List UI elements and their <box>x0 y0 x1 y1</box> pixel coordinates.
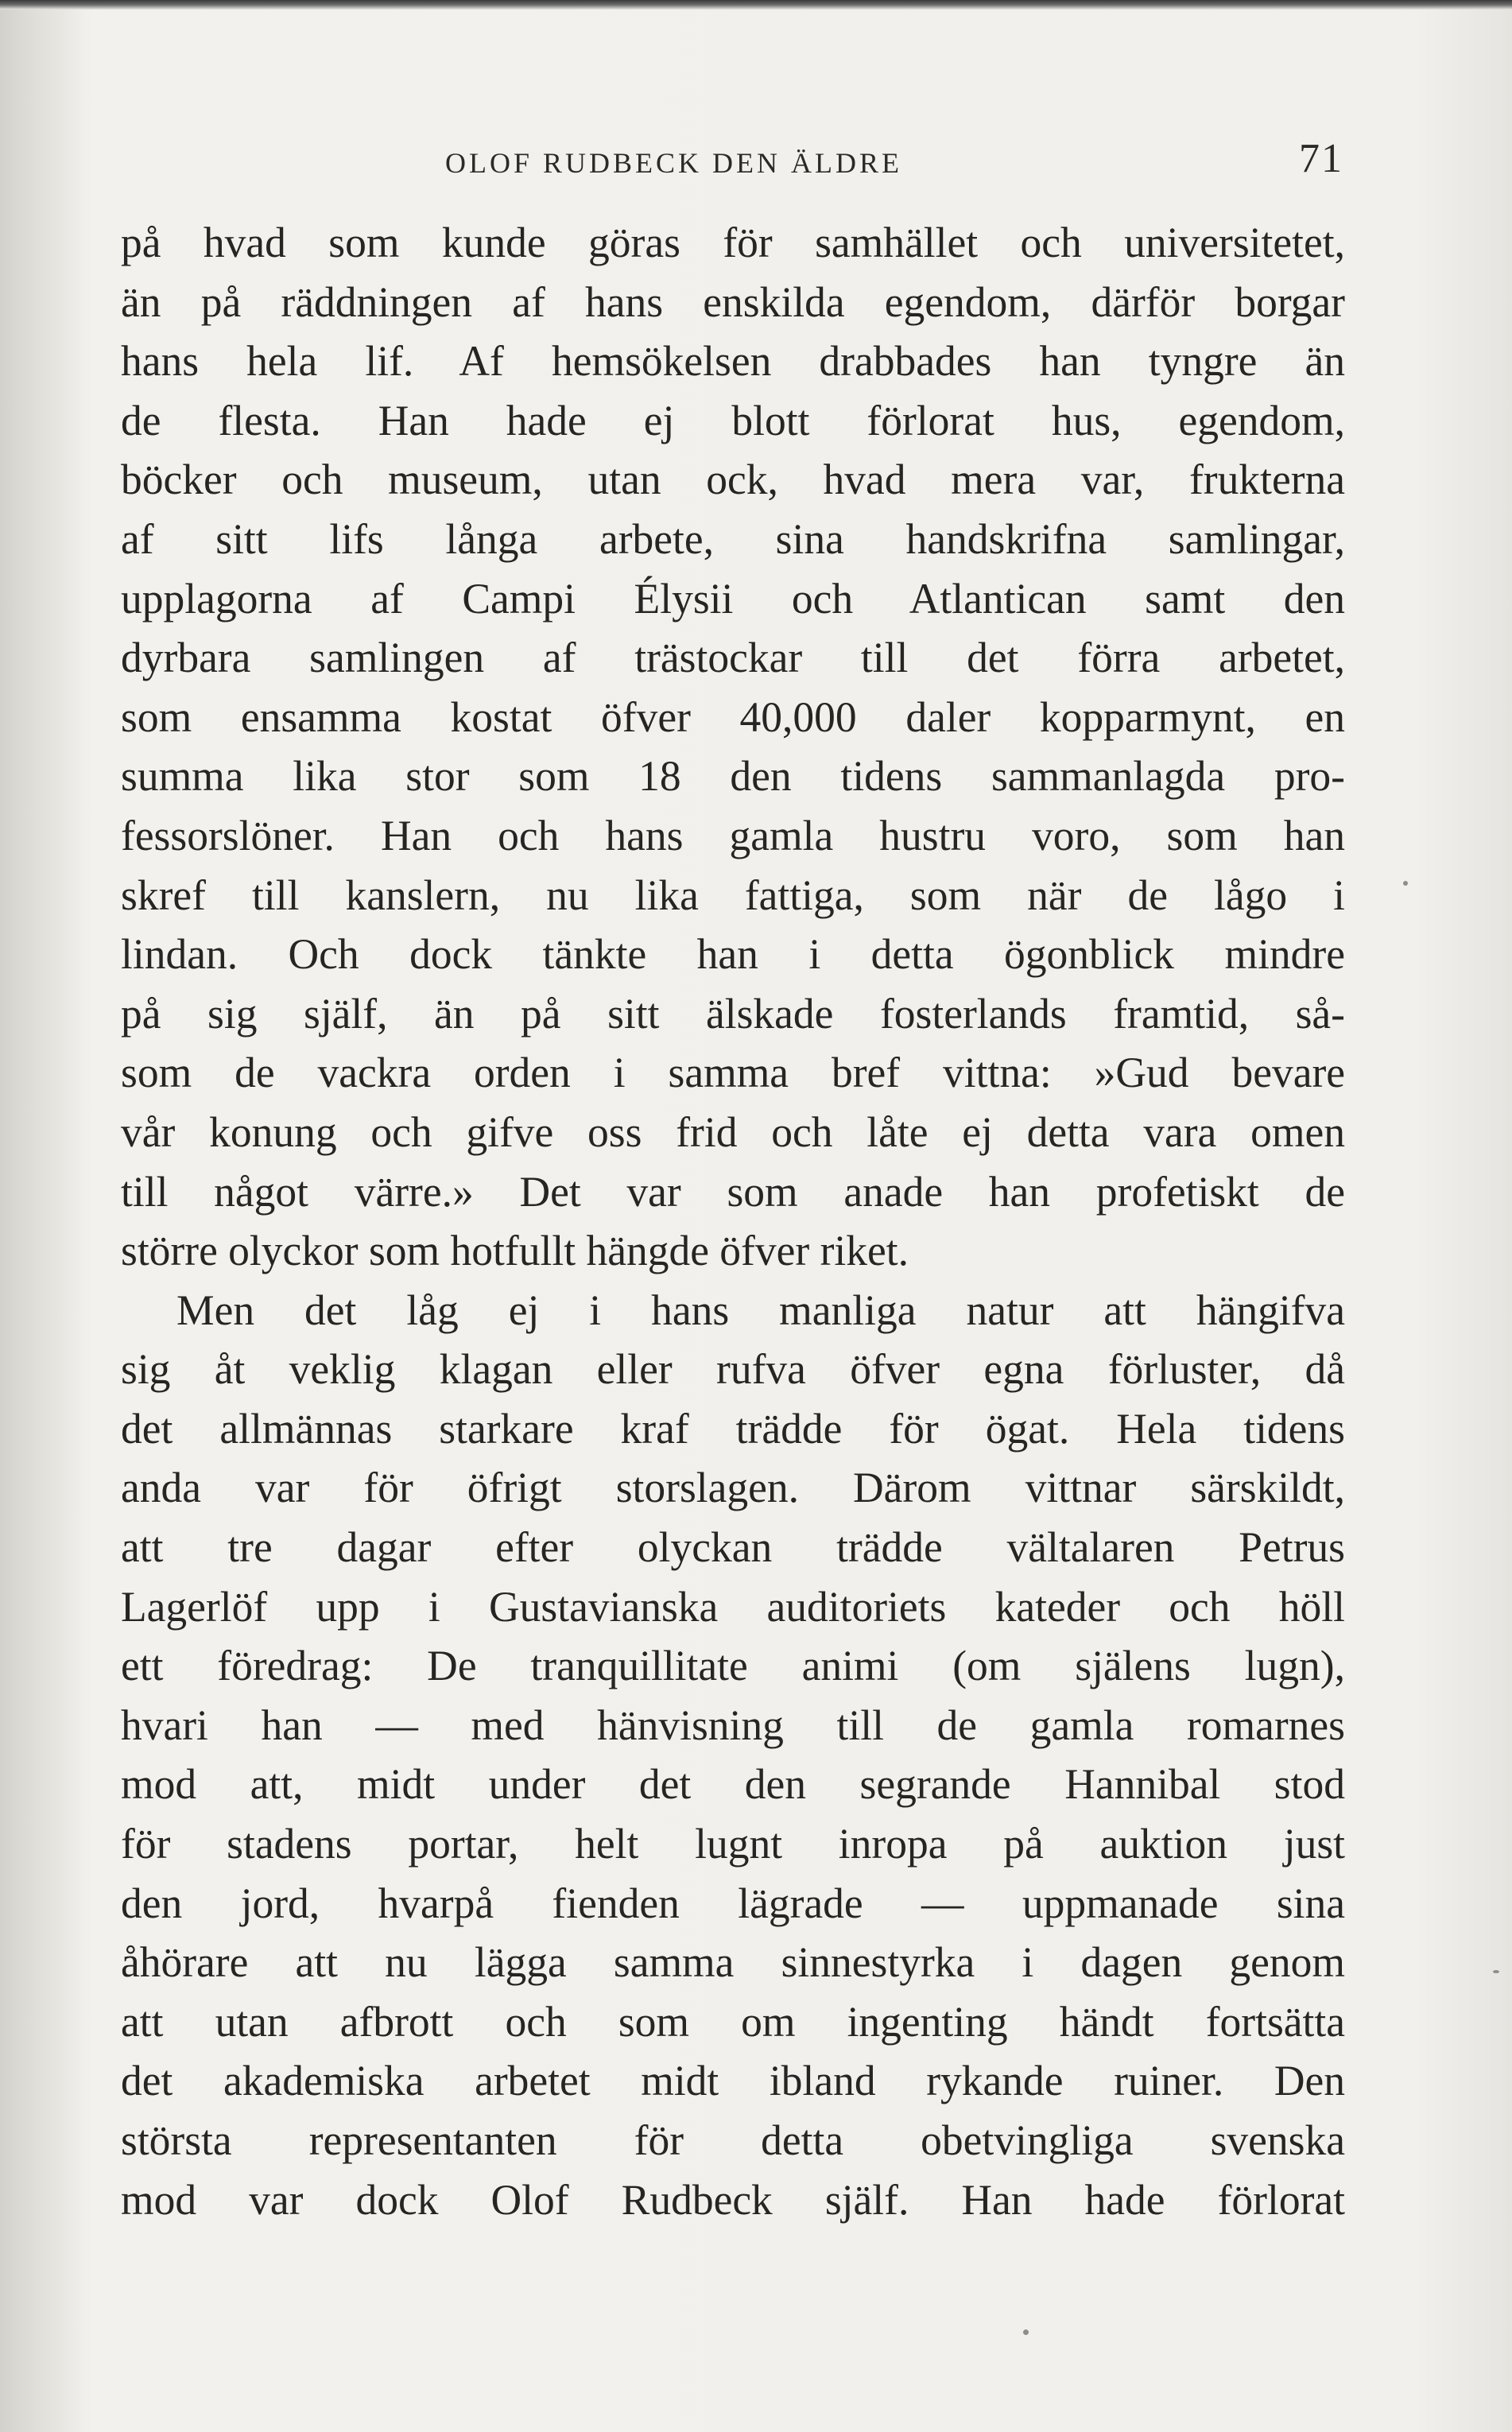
page-gutter-shadow <box>0 0 87 2432</box>
text-line: dyrbara samlingen af trästockar till det förra arbetet, <box>121 634 1345 682</box>
text-line: lindan. Och dock tänkte han i detta ögonblick mindre <box>121 930 1345 979</box>
text-line: af sitt lifs långa arbete, sina handskrifna samlingar, <box>121 514 1345 563</box>
page-header <box>119 135 1343 191</box>
running-title: OLOF RUDBECK DEN ÄLDRE <box>445 147 903 179</box>
paragraph-start-line: Men det låg ej i hans manliga natur att hängifva <box>176 1286 1345 1334</box>
text-line: det akademiska arbetet midt ibland rykande ruiner. Den <box>121 2057 1345 2105</box>
text-line: anda var för öfrigt storslagen. Därom vittnar särskildt, <box>121 1464 1345 1512</box>
text-line: ett föredrag: De tranquillitate animi (om själens lugn), <box>121 1642 1345 1690</box>
text-line: sig åt veklig klagan eller rufva öfver egna förluster, då <box>121 1345 1345 1394</box>
body-text <box>121 213 1345 2229</box>
text-line: på sig själf, än på sitt älskade fosterlands framtid, så- <box>121 989 1345 1038</box>
text-line: summa lika stor som 18 den tidens sammanlagda pro- <box>121 752 1345 801</box>
text-line: mod att, midt under det den segrande Hannibal stod <box>121 1760 1345 1809</box>
text-line: åhörare att nu lägga samma sinnestyrka i dagen genom <box>121 1938 1345 1987</box>
page-number: 71 <box>1299 136 1343 181</box>
text-line: Lagerlöf upp i Gustavianska auditoriets kateder och höll <box>121 1582 1345 1631</box>
text-line: på hvad som kunde göras för samhället och universitetet, <box>121 219 1345 266</box>
text-line: skref till kanslern, nu lika fattiga, som när de lågo i <box>121 871 1345 919</box>
text-line: att tre dagar efter olyckan trädde vältalaren Petrus <box>121 1523 1345 1572</box>
text-line: böcker och museum, utan ock, hvad mera var, frukterna <box>121 456 1345 504</box>
text-line: hvari han — med hänvisning till de gamla romarnes <box>121 1701 1345 1749</box>
text-line: största representanten för detta obetvingliga svenska <box>121 2116 1345 2164</box>
paragraph-end-line: större olyckor som hotfullt hängde öfver riket. <box>121 1227 909 1275</box>
text-line: än på räddningen af hans enskilda egendom, därför borgar <box>121 277 1345 326</box>
text-line: vår konung och gifve oss frid och låte ej detta vara omen <box>121 1107 1345 1156</box>
text-line: upplagorna af Campi Élysii och Atlantican samt den <box>121 574 1345 623</box>
text-line: fessorslöner. Han och hans gamla hustru voro, som han <box>121 811 1345 859</box>
text-line: hans hela lif. Af hemsökelsen drabbades han tyngre än <box>121 337 1345 386</box>
text-line: för stadens portar, helt lugnt inropa på auktion just <box>121 1820 1345 1868</box>
text-line: det allmännas starkare kraf trädde för ögat. Hela tidens <box>121 1404 1345 1453</box>
paper-speck <box>1493 1970 1499 1973</box>
text-line: mod var dock Olof Rudbeck själf. Han hade förlorat <box>121 2175 1345 2224</box>
paper-speck <box>1403 881 1408 886</box>
text-line: de flesta. Han hade ej blott förlorat hus, egendom, <box>121 396 1345 444</box>
text-line: som de vackra orden i samma bref vittna: »Gud bevare <box>121 1049 1345 1097</box>
text-line: att utan afbrott och som om ingenting händt fortsätta <box>121 1997 1345 2046</box>
page-top-edge <box>0 0 1512 10</box>
text-line: till något värre.» Det var som anade han profetiskt de <box>121 1167 1345 1216</box>
paper-speck <box>1023 2329 1029 2335</box>
text-line: som ensamma kostat öfver 40,000 daler kopparmynt, en <box>121 692 1345 741</box>
text-line: den jord, hvarpå fienden lägrade — uppmanade sina <box>121 1879 1345 1927</box>
